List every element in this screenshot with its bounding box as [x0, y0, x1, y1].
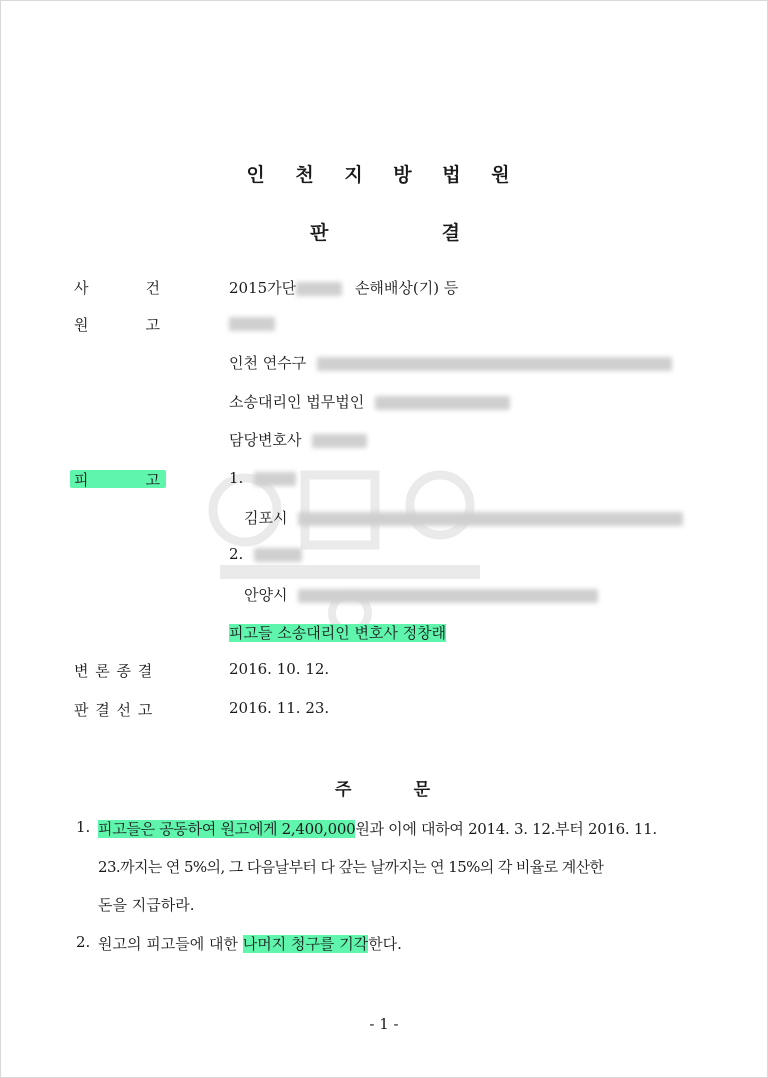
order-heading: 주 문: [335, 780, 430, 800]
redacted-defendant1-address: [298, 512, 683, 526]
plaintiff-address: 인천 연수구: [229, 352, 672, 373]
order-item-2-number: 2.: [76, 933, 91, 951]
case-label: 사 건: [74, 279, 160, 297]
defendant-1: 1.: [229, 469, 296, 487]
redacted-case-number: [296, 282, 342, 296]
order-item-1-line3: 돈을 지급하라.: [98, 896, 195, 914]
defendant-label: 피 고: [74, 471, 160, 489]
closing-label: 변 론 종 결: [74, 662, 154, 680]
redacted-attorney-name: [312, 434, 367, 448]
defendant-2-address: 안양시: [244, 584, 598, 605]
court-name: 인 천 지 방 법 원: [246, 164, 522, 186]
redacted-defendant1-name: [254, 472, 296, 486]
plaintiff-name: [229, 314, 275, 332]
judgment-date: 2016. 11. 23.: [229, 699, 330, 717]
redacted-defendant2-address: [298, 589, 598, 603]
page-number: - 1 -: [369, 1015, 399, 1033]
redacted-law-firm: [375, 396, 510, 410]
closing-date: 2016. 10. 12.: [229, 660, 330, 678]
judgment-label: 판 결 선 고: [74, 701, 154, 719]
redacted-defendant2-name: [254, 548, 302, 562]
plaintiff-label: 원 고: [74, 316, 160, 334]
order-item-1-number: 1.: [76, 818, 91, 836]
document-type: [310, 218, 460, 245]
doc-type-right: 결: [441, 222, 460, 244]
redacted-plaintiff-name: [229, 317, 275, 331]
order-item-2: 원고의 피고들에 대한 나머지 청구를 기각한다.: [98, 935, 402, 953]
plaintiff-agent: 소송대리인 법무법인: [229, 391, 510, 412]
plaintiff-attorney: 담당변호사: [229, 429, 367, 450]
defendant-2: 2.: [229, 545, 302, 563]
defendant-1-address: 김포시: [244, 507, 683, 528]
redacted-plaintiff-address: [317, 357, 672, 371]
order-item-1-line1: 피고들은 공동하여 원고에게 2,400,000원과 이에 대하여 2014. 3. 12.부터 2016. 11.: [98, 820, 657, 838]
order-item-1-line2: 23.까지는 연 5%의, 그 다음날부터 다 갚는 날까지는 연 15%의 각 비율로 계산한: [98, 858, 604, 876]
defendant-agent: 피고들 소송대리인 변호사 정창래: [229, 624, 447, 642]
case-number: 2015가단 손해배상(기) 등: [229, 279, 459, 297]
doc-type-left: 판: [310, 222, 329, 244]
